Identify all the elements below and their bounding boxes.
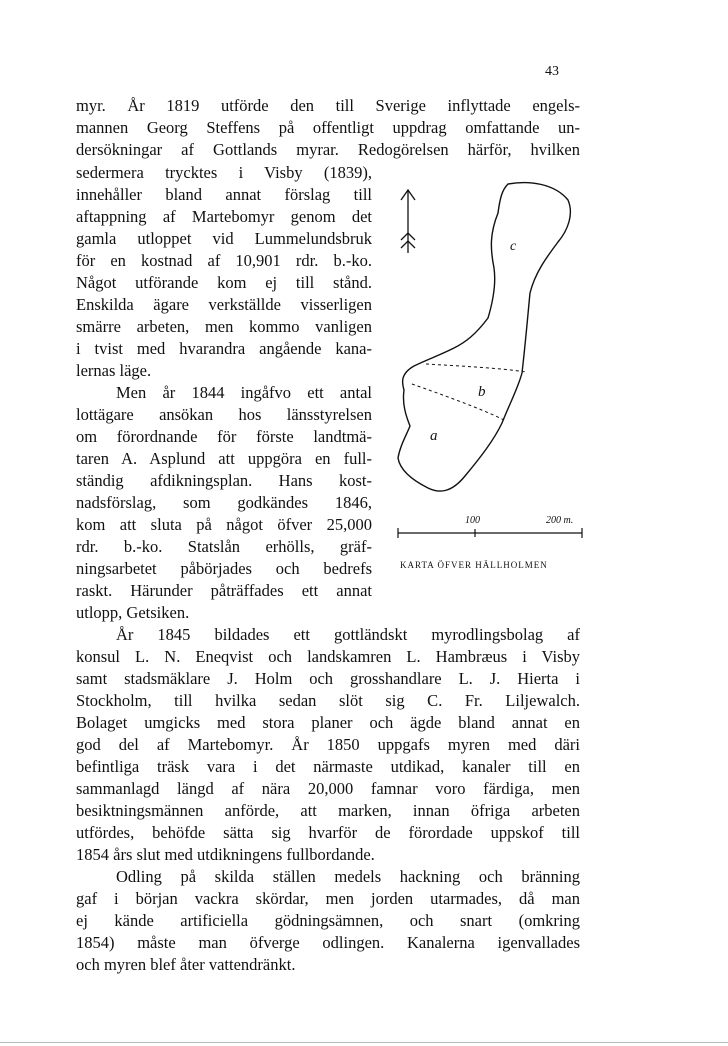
text-line: och myren blef åter vattendränkt. (76, 955, 296, 974)
text-line: ständig afdikningsplan. Hans kost- (76, 471, 372, 490)
text-line: innehåller bland annat förslag till (76, 185, 372, 204)
text-line: utfördes, behöfde sätta sig hvarför de förordade uppskof till (76, 823, 580, 842)
text-line: lernas läge. (76, 361, 152, 380)
scale-label-200: 200 m. (546, 515, 574, 526)
text-line: raskt. Härunder påträffades ett annat (76, 581, 372, 600)
text-line: utlopp, Getsiken. (76, 603, 190, 622)
map-caption: KARTA ÖFVER HÄLLHOLMEN (400, 560, 548, 570)
page-bottom-edge (0, 1042, 728, 1043)
region-label-c: c (510, 239, 517, 254)
island-outline (398, 183, 570, 492)
text-line: 1854 års slut med utdikningens fullbordande. (76, 845, 375, 864)
text-line: taren A. Asplund att uppgöra en full- (76, 449, 372, 468)
scale-bar (398, 528, 582, 538)
text-line: ningsarbetet påbörjades och bedrefs (76, 559, 372, 578)
text-line: kom att sluta på något öfver 25,000 (76, 515, 372, 534)
boundary-line-lower (412, 384, 504, 420)
scale-label-100: 100 (465, 515, 480, 526)
text-line: lottägare ansökan hos länsstyrelsen (76, 405, 372, 424)
text-line: smärre arbeten, men kommo vanligen (76, 317, 372, 336)
region-label-a: a (430, 428, 438, 444)
north-arrow-icon (401, 190, 415, 253)
text-line: Något utförande kom ej till stånd. (76, 273, 372, 292)
text-line: myr. År 1819 utförde den till Sverige inflyttade engels- (76, 96, 580, 115)
text-line: Stockholm, till hvilka sedan slöt sig C. Fr. Liljewalch. (76, 691, 580, 710)
text-line: konsul L. N. Eneqvist och landskamren L. Hambræus i Visby (76, 647, 580, 666)
text-line: År 1845 bildades ett gottländskt myrodlingsbolag af (116, 625, 580, 644)
text-line: ej kände artificiella gödningsämnen, och snart (omkring (76, 911, 580, 930)
text-line: Enskilda ägare verkställde visserligen (76, 295, 372, 314)
text-line: aftappning af Martebomyr genom det (76, 207, 372, 226)
text-line: Men år 1844 ingåfvo ett antal (116, 383, 372, 402)
text-line: besiktningsmännen anförde, att marken, innan öfriga arbeten (76, 801, 580, 820)
text-line: 1854) måste man öfverge odlingen. Kanalerna igenvallades (76, 933, 580, 952)
text-line: samt stadsmäklare J. Holm och grosshandlare L. J. Hierta i (76, 669, 580, 688)
map-figure (390, 178, 600, 578)
text-line: befintliga träsk vara i det närmaste utdikad, kanaler till en (76, 757, 580, 776)
text-line: god del af Martebomyr. År 1850 uppgafs myren med däri (76, 735, 580, 754)
text-line: nadsförslag, som godkändes 1846, (76, 493, 372, 512)
map-drawing (390, 178, 600, 578)
page-number: 43 (545, 64, 559, 79)
text-line: rdr. b.-ko. Statslån erhölls, gräf- (76, 537, 372, 556)
text-line: för en kostnad af 10,901 rdr. b.-ko. (76, 251, 372, 270)
region-label-b: b (478, 384, 486, 400)
text-line: gaf i början vackra skördar, men jorden utarmades, då man (76, 889, 580, 908)
text-line: sammanlagd längd af nära 20,000 famnar voro färdiga, men (76, 779, 580, 798)
text-line: sedermera trycktes i Visby (1839), (76, 163, 372, 182)
text-line: Bolaget umgicks med stora planer och ägde bland annat en (76, 713, 580, 732)
text-line: mannen Georg Steffens på offentligt uppdrag omfattande un- (76, 118, 580, 137)
text-line: dersökningar af Gottlands myrar. Redogörelsen härför, hvilken (76, 140, 580, 159)
boundary-line-upper (426, 364, 526, 372)
text-line: om förordnande för förste landtmä- (76, 427, 372, 446)
text-line: Odling på skilda ställen medels hackning och bränning (116, 867, 580, 886)
text-line: gamla utloppet vid Lummelundsbruk (76, 229, 372, 248)
text-line: i tvist med hvarandra angående kana- (76, 339, 372, 358)
